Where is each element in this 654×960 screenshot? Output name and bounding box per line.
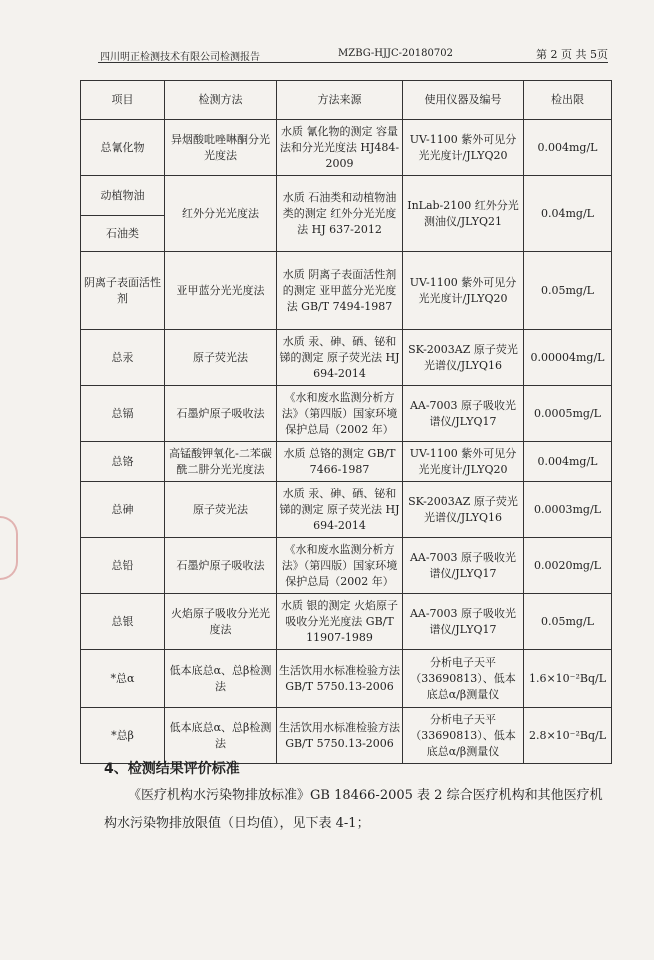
table-row <box>81 442 612 482</box>
header-page-number: 第 2 页 共 5页 <box>536 48 608 61</box>
cell-item: *总β <box>81 708 165 764</box>
col-header-instrument: 使用仪器及编号 <box>403 81 524 120</box>
table-row <box>81 330 612 386</box>
cell-limit: 1.6×10⁻²Bq/L <box>524 650 612 708</box>
cell-source: 《水和废水监测分析方法》（第四版）国家环境保护总局（2002 年） <box>277 538 403 594</box>
cell-limit: 2.8×10⁻²Bq/L <box>524 708 612 764</box>
cell-limit: 0.04mg/L <box>524 176 612 252</box>
section-title: 4、检测结果评价标准 <box>104 761 240 777</box>
cell-method: 红外分光光度法 <box>165 176 277 252</box>
cell-method: 低本底总α、总β检测法 <box>165 650 277 708</box>
cell-limit: 0.0003mg/L <box>524 482 612 538</box>
cell-item: 总汞 <box>81 330 165 386</box>
cell-method: 原子荧光法 <box>165 482 277 538</box>
cell-limit: 0.05mg/L <box>524 594 612 650</box>
header-report-code: MZBG-HJJC-20180702 <box>338 48 453 59</box>
cell-source: 生活饮用水标准检验方法 GB/T 5750.13-2006 <box>277 650 403 708</box>
col-header-source: 方法来源 <box>277 81 403 120</box>
cell-limit: 0.05mg/L <box>524 252 612 330</box>
cell-method: 异烟酸吡唑啉酮分光光度法 <box>165 120 277 176</box>
cell-method: 原子荧光法 <box>165 330 277 386</box>
table-row <box>81 594 612 650</box>
table-row <box>81 538 612 594</box>
cell-instrument: SK-2003AZ 原子荧光光谱仪/JLYQ16 <box>403 330 524 386</box>
cell-item: 总氰化物 <box>81 120 165 176</box>
cell-method: 低本底总α、总β检测法 <box>165 708 277 764</box>
cell-method: 高锰酸钾氧化-二苯碳酰二肼分光光度法 <box>165 442 277 482</box>
header-divider <box>98 62 608 63</box>
cell-item: 阴离子表面活性剂 <box>81 252 165 330</box>
cell-instrument: UV-1100 紫外可见分光光度计/JLYQ20 <box>403 442 524 482</box>
table-row <box>81 650 612 708</box>
col-header-method: 检测方法 <box>165 81 277 120</box>
cell-limit: 0.0005mg/L <box>524 386 612 442</box>
cell-method: 亚甲蓝分光光度法 <box>165 252 277 330</box>
table-row <box>81 708 612 764</box>
header-organization: 四川明正检测技术有限公司检测报告 <box>100 52 260 63</box>
cell-source: 水质 汞、砷、硒、铋和锑的测定 原子荧光法 HJ 694-2014 <box>277 482 403 538</box>
cell-item: 动植物油 <box>81 176 165 216</box>
detection-method-table <box>80 80 612 764</box>
cell-method: 石墨炉原子吸收法 <box>165 538 277 594</box>
cell-source: 水质 石油类和动植物油类的测定 红外分光光度法 HJ 637-2012 <box>277 176 403 252</box>
section-paragraph: 《医疗机构水污染物排放标准》GB 18466-2005 表 2 综合医疗机构和其他医疗机构水污染物排放限值（日均值），见下表 4-1； <box>104 788 603 831</box>
table-row <box>81 176 612 216</box>
cell-instrument: 分析电子天平（33690813）、低本底总α/β测量仪 <box>403 650 524 708</box>
cell-source: 水质 总铬的测定 GB/T 7466-1987 <box>277 442 403 482</box>
cell-instrument: AA-7003 原子吸收光谱仪/JLYQ17 <box>403 594 524 650</box>
table-row <box>81 252 612 330</box>
cell-method: 火焰原子吸收分光光度法 <box>165 594 277 650</box>
cell-limit: 0.004mg/L <box>524 442 612 482</box>
cell-item: 总镉 <box>81 386 165 442</box>
cell-instrument: SK-2003AZ 原子荧光光谱仪/JLYQ16 <box>403 482 524 538</box>
cell-instrument: AA-7003 原子吸收光谱仪/JLYQ17 <box>403 538 524 594</box>
cell-source: 水质 氰化物的测定 容量法和分光光度法 HJ484-2009 <box>277 120 403 176</box>
cell-item: *总α <box>81 650 165 708</box>
cell-instrument: AA-7003 原子吸收光谱仪/JLYQ17 <box>403 386 524 442</box>
table-header-row <box>81 81 612 120</box>
cell-item: 总砷 <box>81 482 165 538</box>
table-row <box>81 120 612 176</box>
table-row <box>81 482 612 538</box>
page-header <box>100 44 608 62</box>
cell-method: 石墨炉原子吸收法 <box>165 386 277 442</box>
col-header-limit: 检出限 <box>524 81 612 120</box>
cell-source: 《水和废水监测分析方法》（第四版）国家环境保护总局（2002 年） <box>277 386 403 442</box>
cell-source: 水质 汞、砷、硒、铋和锑的测定 原子荧光法 HJ 694-2014 <box>277 330 403 386</box>
seal-stamp-fragment <box>0 516 18 580</box>
cell-item: 总铬 <box>81 442 165 482</box>
cell-limit: 0.00004mg/L <box>524 330 612 386</box>
cell-source: 生活饮用水标准检验方法 GB/T 5750.13-2006 <box>277 708 403 764</box>
cell-source: 水质 阴离子表面活性剂的测定 亚甲蓝分光光度法 GB/T 7494-1987 <box>277 252 403 330</box>
cell-source: 水质 银的测定 火焰原子吸收分光光度法 GB/T 11907-1989 <box>277 594 403 650</box>
cell-item: 总银 <box>81 594 165 650</box>
cell-limit: 0.004mg/L <box>524 120 612 176</box>
cell-instrument: UV-1100 紫外可见分光光度计/JLYQ20 <box>403 252 524 330</box>
table-row <box>81 386 612 442</box>
cell-item-secondary: 石油类 <box>81 216 165 252</box>
cell-instrument: InLab-2100 红外分光测油仪/JLYQ21 <box>403 176 524 252</box>
cell-limit: 0.0020mg/L <box>524 538 612 594</box>
col-header-item: 项目 <box>81 81 165 120</box>
cell-instrument: UV-1100 紫外可见分光光度计/JLYQ20 <box>403 120 524 176</box>
cell-instrument: 分析电子天平（33690813）、低本底总α/β测量仪 <box>403 708 524 764</box>
cell-item: 总铅 <box>81 538 165 594</box>
